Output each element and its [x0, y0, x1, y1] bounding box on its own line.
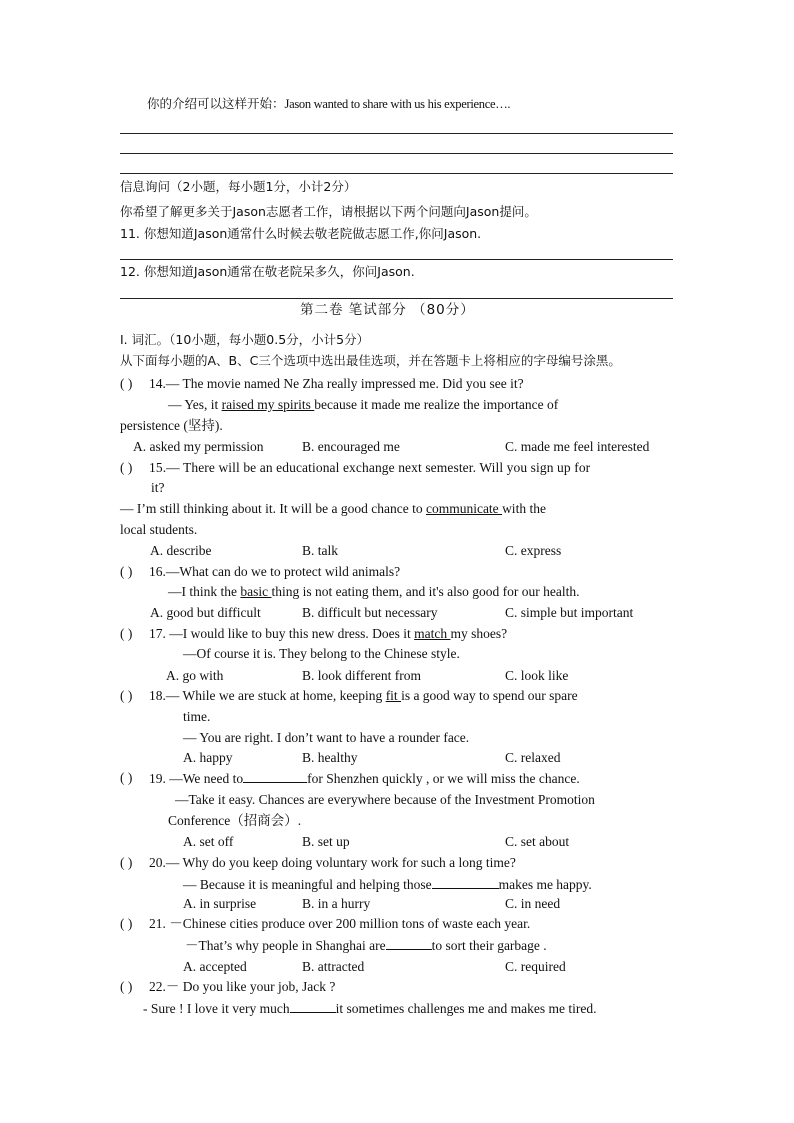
q19-option-b[interactable]: B. set up	[302, 834, 350, 849]
q19-line1: 19. —We need to for Shenzhen quickly , or we will miss the chance.	[149, 771, 580, 786]
q19-line2: —Take it easy. Chances are everywhere because of the Investment Promotion	[175, 792, 595, 807]
answer-paren[interactable]: ( )	[120, 916, 133, 931]
answer-paren[interactable]: ( )	[120, 626, 133, 641]
q16-line1: 16.—What can do we to protect wild animals?	[149, 564, 401, 579]
q14-underlined: raised my spirits	[221, 397, 315, 412]
vocab-heading: Ⅰ. 词汇。（10小题，每小题0.5分，小计5分）	[120, 332, 370, 347]
q17-line1: 17. —I would like to buy this new dress. Does it match my shoes?	[149, 626, 508, 641]
answer-paren[interactable]: ( )	[120, 460, 133, 475]
q15-option-b[interactable]: B. talk	[302, 543, 338, 558]
q20-line2: — Because it is meaningful and helping those makes me happy.	[183, 877, 592, 892]
answer-line[interactable]	[120, 173, 673, 174]
q21-blank[interactable]	[386, 936, 432, 950]
q17-underlined: match	[414, 626, 451, 641]
q15-line2: — I’m still thinking about it. It will be a good chance to communicate with the	[120, 501, 546, 516]
q21-line1: 21. －Chinese cities produce over 200 million tons of waste each year.	[149, 916, 531, 931]
q15-line3: local students.	[120, 522, 198, 537]
q16-option-c[interactable]: C. simple but important	[505, 605, 634, 620]
q18-line1c: time.	[183, 709, 211, 724]
question-11: 11. 你想知道Jason通常什么时候去敬老院做志愿工作,你问Jason.	[120, 226, 482, 241]
q21-option-b[interactable]: B. attracted	[302, 959, 365, 974]
section-title: 第二卷 笔试部分 （80分）	[300, 302, 475, 318]
q20-option-a[interactable]: A. in surprise	[183, 896, 257, 911]
answer-paren[interactable]: ( )	[120, 979, 133, 994]
q14-option-a[interactable]: A. asked my permission	[133, 439, 264, 454]
q14-option-c[interactable]: C. made me feel interested	[505, 439, 650, 454]
q16-underlined: basic	[240, 584, 272, 599]
q19-option-c[interactable]: C. set about	[505, 834, 570, 849]
writing-intro-en: Jason wanted to share with us his experience….	[284, 97, 511, 111]
q15-line1b: it?	[151, 480, 165, 495]
info-instruction: 你希望了解更多关于Jason志愿者工作，请根据以下两个问题向Jason提问。	[120, 204, 537, 219]
q18-option-c[interactable]: C. relaxed	[505, 750, 561, 765]
q22-blank[interactable]	[290, 999, 336, 1013]
q16-option-a[interactable]: A. good but difficult	[150, 605, 261, 620]
q15-option-c[interactable]: C. express	[505, 543, 562, 558]
q20-option-c[interactable]: C. in need	[505, 896, 561, 911]
q20-blank[interactable]	[432, 875, 499, 889]
vocab-instruction: 从下面每小题的A、B、C三个选项中选出最佳选项，并在答题卡上将相应的字母编号涂黑。	[120, 353, 621, 368]
q19-line3: Conference（招商会）.	[168, 813, 302, 828]
q17-option-c[interactable]: C. look like	[505, 668, 569, 683]
q17-option-b[interactable]: B. look different from	[302, 668, 421, 683]
q14-line1: 14.— The movie named Ne Zha really impressed me. Did you see it?	[149, 376, 524, 391]
q18-option-a[interactable]: A. happy	[183, 750, 233, 765]
question-12: 12. 你想知道Jason通常在敬老院呆多久，你问Jason.	[120, 264, 415, 279]
q19-option-a[interactable]: A. set off	[183, 834, 234, 849]
q16-option-b[interactable]: B. difficult but necessary	[302, 605, 438, 620]
q17-option-a[interactable]: A. go with	[166, 668, 224, 683]
q14-line2: — Yes, it raised my spirits because it made me realize the importance of	[168, 397, 559, 412]
q22-line1: 22.－ Do you like your job, Jack ?	[149, 979, 336, 994]
q18-option-b[interactable]: B. healthy	[302, 750, 358, 765]
q22-line2: - Sure ! I love it very much it sometimes challenges me and makes me tired.	[143, 1001, 597, 1016]
q18-line2: — You are right. I don’t want to have a rounder face.	[183, 730, 470, 745]
q19-blank[interactable]	[243, 769, 307, 783]
answer-line-11[interactable]	[120, 259, 673, 260]
q20-line1: 20.— Why do you keep doing voluntary work for such a long time?	[149, 855, 516, 870]
q21-line2: －That’s why people in Shanghai are to sort their garbage .	[185, 938, 547, 953]
q21-option-c[interactable]: C. required	[505, 959, 566, 974]
answer-line[interactable]	[120, 133, 673, 134]
q18-underlined: fit	[385, 688, 402, 703]
answer-paren[interactable]: ( )	[120, 564, 133, 579]
writing-intro-cn: 你的介绍可以这样开始：	[147, 96, 285, 111]
q16-line2: —I think the basic thing is not eating them, and it's also good for our health.	[168, 584, 580, 599]
q14-option-b[interactable]: B. encouraged me	[302, 439, 400, 454]
q15-underlined: communicate	[425, 501, 503, 516]
q18-line1: 18.— While we are stuck at home, keeping fit is a good way to spend our spare	[149, 688, 578, 703]
q21-option-a[interactable]: A. accepted	[183, 959, 247, 974]
q14-line3: persistence (坚持).	[120, 418, 223, 433]
info-heading: 信息询问（2小题，每小题1分，小计2分）	[120, 179, 357, 194]
answer-paren[interactable]: ( )	[120, 376, 133, 391]
answer-paren[interactable]: ( )	[120, 770, 133, 785]
answer-paren[interactable]: ( )	[120, 688, 133, 703]
q15-line1: 15.— There will be an educational exchange next semester. Will you sign up for	[149, 460, 591, 475]
q17-line2: —Of course it is. They belong to the Chinese style.	[183, 646, 460, 661]
q15-option-a[interactable]: A. describe	[150, 543, 212, 558]
writing-intro	[147, 95, 510, 113]
q20-option-b[interactable]: B. in a hurry	[302, 896, 371, 911]
answer-paren[interactable]: ( )	[120, 855, 133, 870]
answer-line-12[interactable]	[120, 298, 673, 299]
answer-line[interactable]	[120, 153, 673, 154]
